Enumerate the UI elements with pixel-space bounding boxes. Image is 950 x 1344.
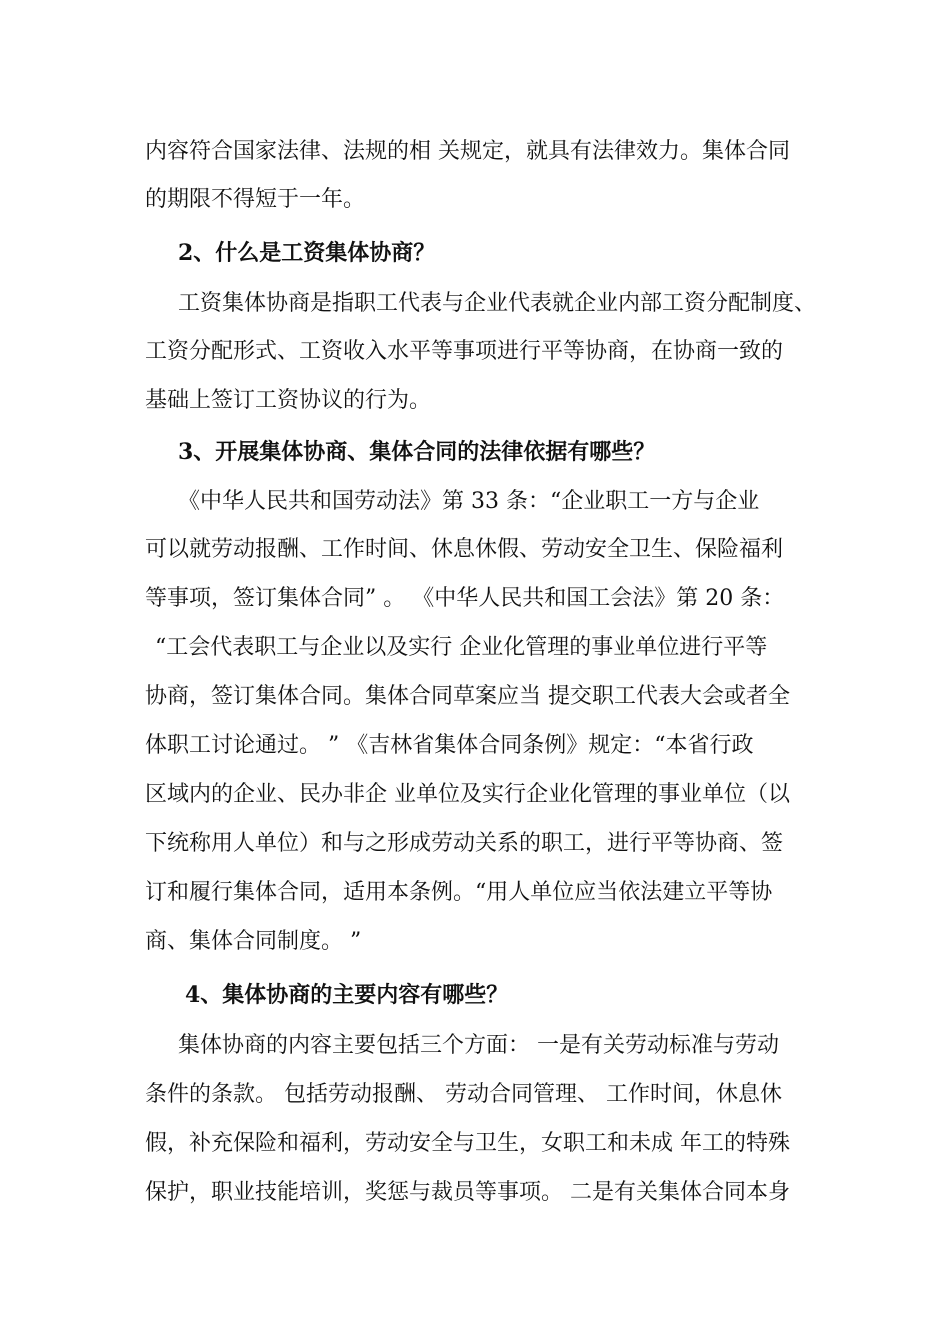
- paragraph-line: 协商，签订集体合同。集体合同草案应当 提交职工代表大会或者全: [145, 684, 790, 709]
- paragraph-line: 基础上签订工资协议的行为。: [145, 388, 432, 413]
- paragraph-line: 工资分配形式、工资收入水平等事项进行平等协商，在协商一致的: [145, 339, 784, 364]
- paragraph-line: 内容符合国家法律、法规的相 关规定，就具有法律效力。集体合同: [145, 139, 790, 164]
- section-heading-3: 3、开展集体协商、集体合同的法律依据有哪些？: [178, 439, 656, 465]
- paragraph-line: 等事项，签订集体合同” 。 《中华人民共和国工会法》第 20 条：: [145, 586, 785, 611]
- paragraph-line: 《中华人民共和国劳动法》第 33 条：“企业职工一方与企业: [178, 489, 760, 514]
- paragraph-line: 保护，职业技能培训，奖惩与裁员等事项。 二是有关集体合同本身: [145, 1180, 790, 1205]
- paragraph-line: 下统称用人单位）和与之形成劳动关系的职工，进行平等协商、签: [145, 831, 784, 856]
- section-heading-4: 4、集体协商的主要内容有哪些？: [185, 982, 509, 1008]
- paragraph-line: 假，补充保险和福利，劳动安全与卫生，女职工和未成 年工的特殊: [145, 1131, 790, 1156]
- paragraph-line: “工会代表职工与企业以及实行 企业化管理的事业单位进行平等: [155, 635, 768, 660]
- paragraph-line: 可以就劳动报酬、工作时间、休息休假、劳动安全卫生、保险福利: [145, 537, 784, 562]
- paragraph-line: 订和履行集体合同，适用本条例。“用人单位应当依法建立平等协: [145, 880, 773, 905]
- paragraph-line: 的期限不得短于一年。: [145, 187, 366, 212]
- paragraph-line: 区域内的企业、民办非企 业单位及实行企业化管理的事业单位（以: [145, 782, 790, 807]
- paragraph-line: 工资集体协商是指职工代表与企业代表就企业内部工资分配制度、: [178, 291, 817, 316]
- paragraph-line: 体职工讨论通过。 ” 《吉林省集体合同条例》规定：“本省行政: [145, 733, 754, 758]
- paragraph-line: 条件的条款。 包括劳动报酬、 劳动合同管理、 工作时间，休息休: [145, 1082, 782, 1107]
- paragraph-line: 集体协商的内容主要包括三个方面： 一是有关劳动标准与劳动: [178, 1033, 779, 1058]
- section-heading-2: 2、什么是工资集体协商？: [178, 240, 436, 266]
- paragraph-line: 商、集体合同制度。 ”: [145, 929, 362, 954]
